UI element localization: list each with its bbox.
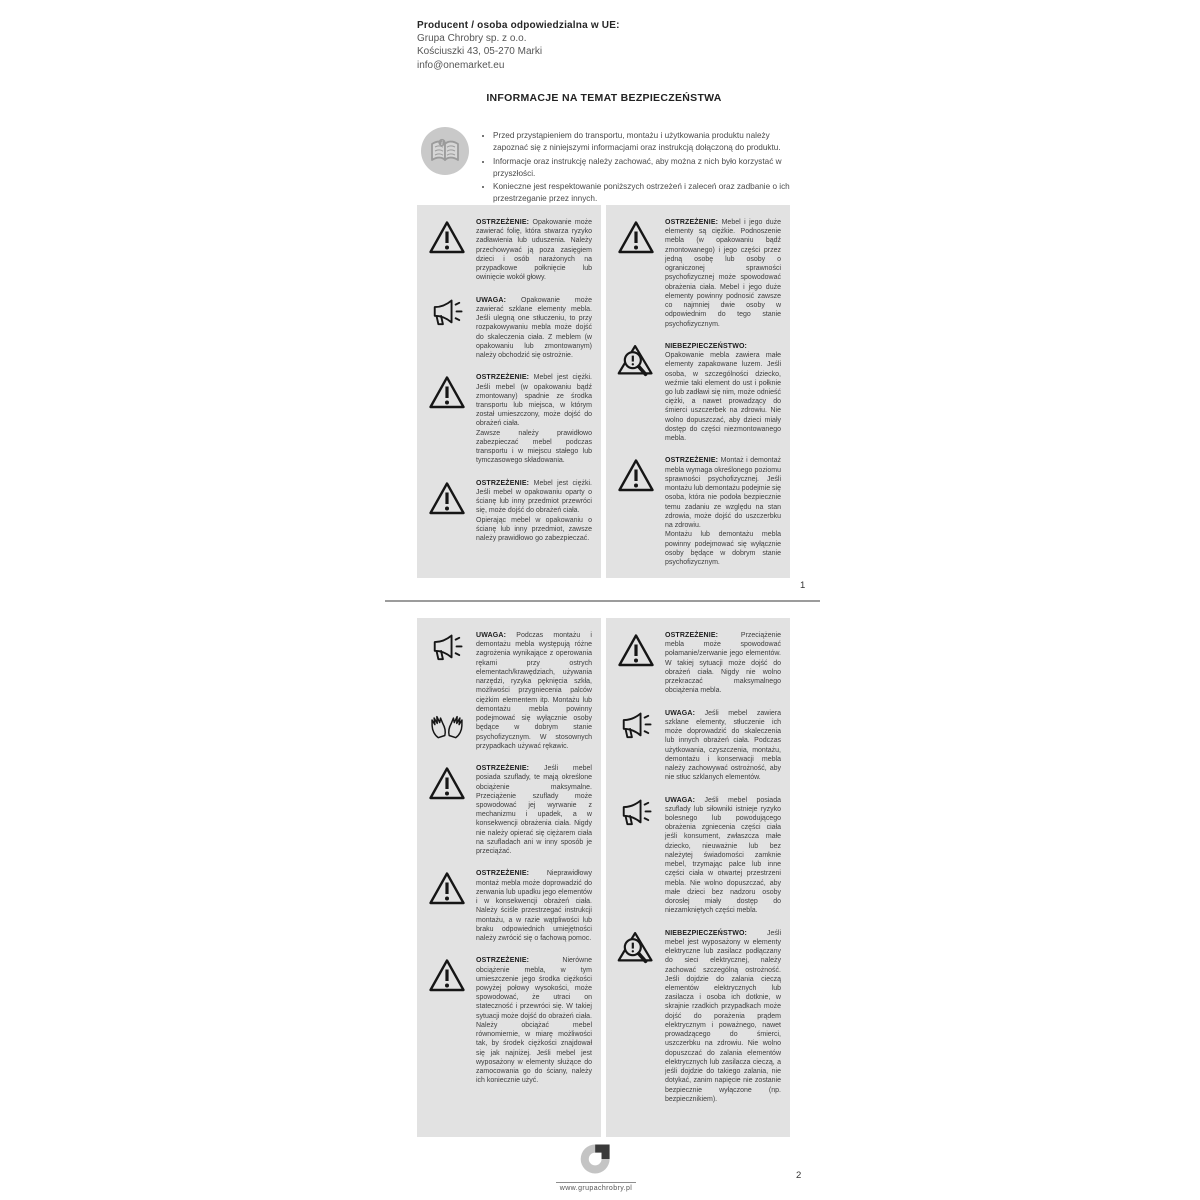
warning-text — [665, 796, 781, 916]
warning-icons — [615, 456, 657, 567]
warning-label: OSTRZEŻENIE: — [665, 632, 719, 639]
warning-text — [476, 869, 592, 943]
warning-text — [665, 631, 781, 696]
warning-text — [476, 764, 592, 856]
producer-line: info@onemarket.eu — [417, 59, 505, 71]
warning-paragraph: Opierając mebel w opakowaniu o ścianę lub inny przedmiot, zawsze należy prawidłowo go zabezpieczać. — [476, 516, 592, 543]
warning-label: OSTRZEŻENIE: — [476, 219, 530, 226]
warnings-panel-page1-left — [417, 205, 601, 578]
warning-label: OSTRZEŻENIE: — [476, 957, 530, 965]
warning-triangle-icon — [427, 479, 467, 517]
megaphone-icon — [616, 796, 656, 831]
brand-logo — [577, 1142, 615, 1176]
warning-item — [426, 479, 592, 544]
warning-triangle-icon — [427, 956, 467, 994]
producer-line: Grupa Chrobry sp. z o.o. — [417, 33, 527, 45]
warning-item — [426, 296, 592, 361]
producer-lines — [417, 32, 620, 72]
warnings-panel-page2-right — [606, 618, 790, 1137]
megaphone-icon — [616, 709, 656, 744]
warning-triangle-icon — [427, 218, 467, 256]
warning-text — [665, 929, 781, 1104]
intro-bullet: • Konieczne jest respektowanie poniższych ostrzeżeń i zaleceń oraz zadbanie o ich przestrzeganie przez innych. — [493, 181, 793, 206]
warning-icons — [426, 296, 468, 361]
warning-icons — [615, 218, 657, 329]
intro-bullet: • Informacje oraz instrukcję należy zachować, aby można z nich było korzystać w przyszłości. — [493, 156, 793, 181]
warning-item — [426, 373, 592, 465]
warning-text — [665, 218, 781, 329]
warning-label: OSTRZEŻENIE: — [665, 457, 719, 465]
warning-triangle-icon — [427, 764, 467, 802]
warning-item — [615, 929, 781, 1104]
warning-label: OSTRZEŻENIE: — [476, 765, 530, 773]
warning-item — [615, 342, 781, 444]
manual-book-icon — [421, 127, 469, 175]
warning-item — [615, 631, 781, 696]
warning-paragraph: Montażu lub demontażu mebla powinny podejmować się wyłącznie osoby będące w dobrym stanie psychofizycznym. — [665, 531, 781, 566]
intro-bullet: • Przed przystąpieniem do transportu, montażu i użytkowania produktu należy zapoznać się z niniejszymi informacjami oraz instrukcją dołączoną do produktu. — [493, 130, 793, 155]
warning-label: UWAGA: — [665, 796, 696, 804]
warning-text — [476, 218, 592, 283]
warning-item — [426, 764, 592, 856]
svg-text:i: i — [441, 141, 443, 147]
warning-triangle-icon — [427, 869, 467, 907]
brand-url: www.grupachrobry.pl — [559, 1185, 633, 1192]
warning-icons — [615, 929, 657, 1104]
producer-label: Producent / osoba odpowiedzialna w UE: — [417, 20, 620, 31]
warning-icons — [426, 479, 468, 544]
gloves-icon — [427, 711, 467, 741]
warning-item — [426, 869, 592, 943]
warning-paragraph: Zawsze należy prawidłowo zabezpieczać mebel podczas transportu i w miejscu stałego lub tymczasowego składowania. — [476, 429, 592, 465]
warning-item — [426, 956, 592, 1085]
megaphone-icon — [427, 296, 467, 331]
warning-label: OSTRZEŻENIE: — [476, 870, 530, 878]
page-number-2: 2 — [796, 1170, 802, 1181]
warning-paragraph: OSTRZEŻENIE: Mebel jest ciężki. Jeśli mebel w opakowaniu oparty o ścianę lub inny przedmiot przewróci się, może dojść do obrażeń ciała. — [476, 479, 592, 515]
warning-paragraph: UWAGA: Jeśli mebel zawiera szklane elementy, stłuczenie ich może doprowadzić do skaleczenia lub innych obrażeń ciała. Podczas użytkowania, czyszczenia, montażu, demontażu i konserwacji mebla należy zachowywać ostrożność, aby nie stłuc szklanych elementów. — [665, 709, 781, 782]
producer-line: Kościuszki 43, 05-270 Marki — [417, 46, 543, 58]
warning-icons — [426, 869, 468, 943]
warning-text — [476, 479, 592, 544]
intro-section — [421, 127, 793, 207]
warning-triangle-icon — [427, 373, 467, 411]
warning-icons — [615, 342, 657, 444]
warning-icons — [615, 631, 657, 696]
warning-label: UWAGA: — [476, 296, 507, 304]
warning-text — [476, 956, 592, 1085]
warnings-panel-page1-right — [606, 205, 790, 578]
warning-text — [665, 709, 781, 783]
warning-icons — [426, 218, 468, 283]
warning-label: OSTRZEŻENIE: — [665, 219, 719, 226]
megaphone-icon — [427, 631, 467, 666]
warning-text — [665, 456, 781, 567]
producer-info — [417, 19, 620, 72]
warning-paragraph: NIEBEZPIECZEŃSTWO: Jeśli mebel jest wyposażony w elementy elektryczne lub zasilacz podłączany do sieci elektrycznej, należy zachować szczególną ostrożność. Jeśli dojdzie do zalania cieczą elementów elektrycznych lub zasilacza i osoba ich dotknie, w skrajnie rzadkich przypadkach może dojść do porażenia prądem elektrycznym i poważnego, nawet prowadzącego do śmierci, uszczerbku na zdrowiu. Nie wolno dopuszczać do zalania elementów elektrycznych lub zasilacza cieczą, a jeśli dojdzie do takiego zalania, nie dotykać, zanim napięcie nie zostanie bezpiecznie wyłączone (np. bezpiecznikiem). — [665, 929, 781, 1103]
warning-item — [615, 709, 781, 783]
warning-icons — [615, 709, 657, 783]
warning-icons — [426, 631, 468, 751]
warning-paragraph: UWAGA: Podczas montażu i demontażu mebla występują różne zagrożenia wynikające z operowania rękami przy ostrych elementach/krawędziach, używania narzędzi, ryzyka pęknięcia szkła, możliwości przygniecenia palców ciężkim elementem itp. Montażu lub demontażu mebla powinny podejmować się wyłącznie osoby będące w dobrym stanie psychofizycznym. W stosownych przypadkach używać rękawic. — [476, 632, 592, 750]
warning-paragraph: NIEBEZPIECZEŃSTWO: Opakowanie mebla zawiera małe elementy zapakowane luzem. Jeśli osoba, w szczególności dziecko, weźmie taki element do ust i połknie go lub zadławi się nim, może odnieść ciężki, a nawet prowadzący do śmierci uszczerbek na zdrowiu. Nie wolno dopuszczać, aby dzieci miały dostęp do części niezmontowanego mebla. — [665, 342, 781, 443]
warning-text — [476, 296, 592, 361]
warning-text — [665, 342, 781, 444]
warning-paragraph: OSTRZEŻENIE: Opakowanie może zawierać folię, która stwarza ryzyko zadławienia lub uduszenia. Należy przechowywać ją poza zasięgiem dzieci i osób narażonych na przypadkowe połknięcie lub owinięcie wokół głowy. — [476, 219, 592, 282]
warning-paragraph: OSTRZEŻENIE: Przeciążenie mebla może spowodować połamanie/zerwanie jego elementów. W takiej sytuacji może dojść do obrażeń ciała. Nigdy nie wolno przekraczać maksymalnego obciążenia mebla. — [665, 632, 781, 695]
warning-icons — [426, 373, 468, 465]
warning-paragraph: OSTRZEŻENIE: Mebel i jego duże elementy są ciężkie. Podnoszenie mebla (w opakowaniu bądź zmontowanego) i jego części przez jedną osobę lub osoby o ograniczonej sprawności psychofizycznej może spowodować obrażenia ciała. Mebel i jego duże elementy powinny podnosić zawsze co najmniej dwie osoby w odpowiednim do tego stanie psychofizycznym. — [665, 219, 781, 328]
warning-paragraph: UWAGA: Jeśli mebel posiada szuflady lub siłowniki istnieje ryzyko bolesnego lub powodującego obrażenia zgniecenia części ciała jeśli konsument, zwłaszcza małe dziecko, nieuważnie lub bez należytej świadomości zamknie mebel, trzymając palce lub inne części ciała w otwartej przestrzeni mebla. Nie wolno dopuszczać, aby małe dzieci bez nadzoru osoby dorosłej miały dostęp do niezamkniętych części mebla. — [665, 796, 781, 915]
warning-paragraph: OSTRZEŻENIE: Nierówne obciążenie mebla, w tym umieszczenie jego środka ciężkości powyżej połowy wysokości, może spowodować, że utraci on stateczność i przewróci się. W takiej sytuacji może dojść do obrażeń ciała. Należy obciążać mebel równomiernie, w miarę możliwości tak, by środek ciężkości znajdował się jak najniżej. Jeśli mebel jest wyposażony w elementy służące do zamocowania go do ściany, należy ich koniecznie użyć. — [476, 957, 592, 1085]
warning-paragraph: OSTRZEŻENIE: Mebel jest ciężki. Jeśli mebel (w opakowaniu bądź zmontowany) spadnie ze środka transportu lub miejsca, w którym został umieszczony, może dojść do obrażeń ciała. — [476, 374, 592, 428]
warning-label: OSTRZEŻENIE: — [476, 479, 530, 487]
brand-divider — [556, 1182, 636, 1183]
warning-item — [426, 218, 592, 283]
warning-paragraph: OSTRZEŻENIE: Nieprawidłowy montaż mebla może doprowadzić do zerwania lub upadku jego elementów i w konsekwencji obrażeń ciała. Należy ściśle przestrzegać instrukcji montażu, a w razie wątpliwości lub braku odpowiednich umiejętności należy zwrócić się o fachową pomoc. — [476, 870, 592, 943]
warning-triangle-icon — [616, 218, 656, 256]
warning-label: OSTRZEŻENIE: — [476, 374, 530, 382]
magnifier-warning-icon — [616, 929, 656, 965]
warning-triangle-icon — [616, 456, 656, 494]
warning-label: UWAGA: — [665, 709, 696, 717]
warning-label: UWAGA: — [476, 632, 507, 639]
warning-item — [426, 631, 592, 751]
brand-footer — [556, 1142, 636, 1192]
warning-item — [615, 796, 781, 916]
warning-paragraph: UWAGA: Opakowanie może zawierać szklane elementy mebla. Jeśli ulegną one stłuczeniu, to przy rozpakowywaniu mebla może dojść do skaleczenia ciała. Z meblem (w opakowaniu lub zmontowanym) należy obchodzić się ostrożnie. — [476, 296, 592, 360]
warning-text — [476, 631, 592, 751]
warning-item — [615, 456, 781, 567]
warning-icons — [615, 796, 657, 916]
page-number-1: 1 — [800, 580, 806, 591]
warnings-panel-page2-left — [417, 618, 601, 1137]
warning-label: NIEBEZPIECZEŃSTWO: — [665, 342, 748, 350]
warning-text — [476, 373, 592, 465]
warning-item — [615, 218, 781, 329]
warning-paragraph: OSTRZEŻENIE: Montaż i demontaż mebla wymaga określonego poziomu sprawności psychofizycznej. Jeśli montażu lub demontażu podejmie się osoba, która nie podoła bezpiecznie temu zadaniu ze względu na stan zdrowia, może dojść do uszczerbku na zdrowiu. — [665, 457, 781, 530]
intro-bullets — [480, 130, 793, 207]
warning-triangle-icon — [616, 631, 656, 669]
page-title: INFORMACJE NA TEMAT BEZPIECZEŃSTWA — [486, 92, 722, 104]
warning-paragraph: OSTRZEŻENIE: Jeśli mebel posiada szuflady, te mają określone obciążenie maksymalne. Przeciążenie szuflady może spowodować jej wyrwanie z mechanizmu i upadek, a w konsekwencji obrażenia ciała. Nigdy nie należy opierać się ciężarem ciała na szufladach ani w inny sposób je przeciążać. — [476, 765, 592, 856]
page-divider — [385, 600, 820, 602]
warning-label: NIEBEZPIECZEŃSTWO: — [665, 929, 748, 937]
magnifier-warning-icon — [616, 342, 656, 378]
warning-icons — [426, 956, 468, 1085]
warning-icons — [426, 764, 468, 856]
